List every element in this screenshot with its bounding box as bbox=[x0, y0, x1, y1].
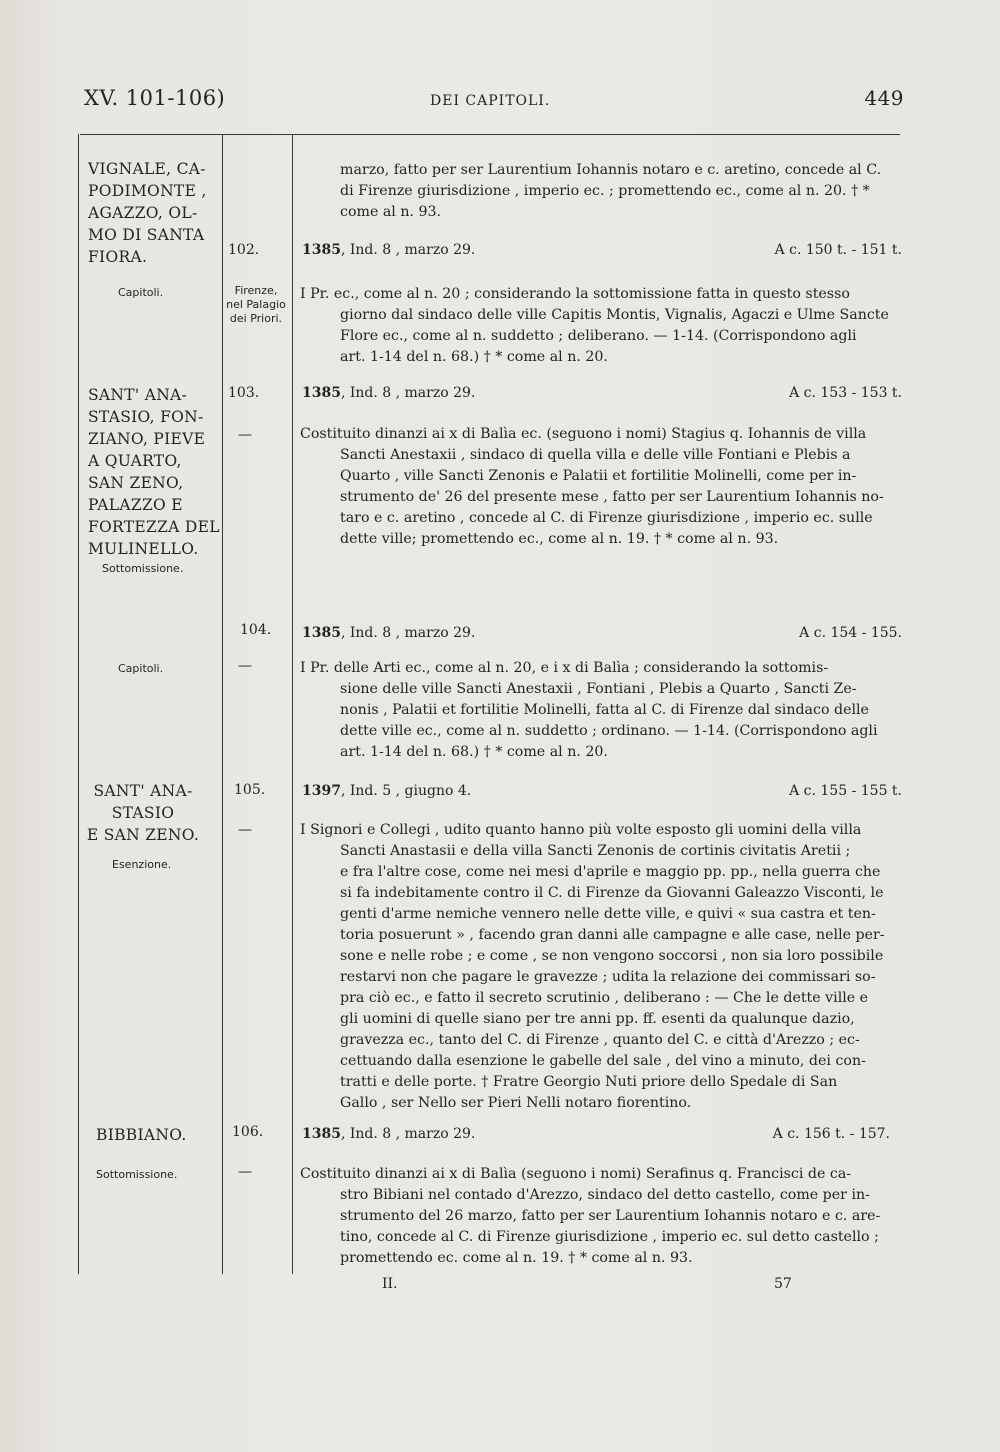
text-line: di Firenze giurisdizione , imperio ec. ; promettendo ec., come al n. 20. † * bbox=[340, 183, 870, 199]
entry-dash: — bbox=[238, 658, 252, 674]
text-line: strumento del 26 marzo, fatto per ser Laurentium Iohannis notaro e c. are- bbox=[340, 1208, 881, 1224]
entry-dash: — bbox=[238, 1164, 252, 1180]
text-line: Sancti Anastasii e della villa Sancti Zenonis de cortinis civitatis Aretii ; bbox=[340, 843, 851, 859]
locality-name: SANT' ANA- STASIO, FON- ZIANO, PIEVE A QUARTO, SAN ZENO, PALAZZO E FORTEZZA DEL MULINELLO. bbox=[88, 386, 220, 558]
entry-body bbox=[300, 1164, 904, 1269]
volume-signature: II. bbox=[382, 1276, 398, 1292]
archive-reference: A c. 155 - 155 t. bbox=[789, 783, 902, 799]
text-line: sione delle ville Sancti Anestaxii , Fontiani , Plebis a Quarto , Sancti Ze- bbox=[340, 681, 857, 697]
text-line: gravezza ec., tanto del C. di Firenze , quanto del C. e città d'Arezzo ; ec- bbox=[340, 1032, 860, 1048]
locality-name: VIGNALE, CA- PODIMONTE , AGAZZO, OL- MO DI SANTA FIORA. bbox=[88, 160, 207, 266]
entry-year: 1385 bbox=[302, 385, 341, 401]
text-line: marzo, fatto per ser Laurentium Iohannis notaro e c. aretino, concede al C. bbox=[340, 162, 882, 178]
entry-year: 1385 bbox=[302, 1126, 341, 1142]
entry-date: , Ind. 8 , marzo 29. bbox=[340, 1126, 476, 1142]
entry-heading bbox=[302, 783, 902, 799]
locality-name: SANT' ANA- STASIO E SAN ZENO. bbox=[86, 782, 200, 844]
archive-reference: A c. 150 t. - 151 t. bbox=[774, 242, 902, 258]
text-line: giorno dal sindaco delle ville Capitis Montis, Vignalis, Agaczi e Ulme Sancte bbox=[340, 307, 889, 323]
entry-date: , Ind. 5 , giugno 4. bbox=[340, 783, 472, 799]
text-line: restarvi non che pagare le gravezze ; udita la relazione dei commissari so- bbox=[340, 969, 876, 985]
entry-year: 1385 bbox=[302, 625, 341, 641]
text-line: cettuando dalla esenzione le gabelle del sale , del vino a minuto, dei con- bbox=[340, 1053, 866, 1069]
text-line: stro Bibiani nel contado d'Arezzo, sindaco del detto castello, come per in- bbox=[340, 1187, 870, 1203]
entry-year: 1397 bbox=[302, 783, 341, 799]
text-line: Costituito dinanzi ai x di Balìa (seguono i nomi) Serafinus q. Francisci de ca- bbox=[300, 1166, 852, 1182]
entry-body bbox=[300, 658, 904, 763]
entry-dash: — bbox=[238, 427, 252, 443]
entry-number: 103. bbox=[228, 385, 260, 401]
text-line: Quarto , ville Sancti Zenonis e Palatii et fortilitie Molinelli, come per in- bbox=[340, 468, 857, 484]
header-rule bbox=[80, 134, 900, 135]
text-line: taro e c. aretino , concede al C. di Firenze giurisdizione , imperio ec. sulle bbox=[340, 510, 873, 526]
entry-date: , Ind. 8 , marzo 29. bbox=[340, 242, 476, 258]
text-line: come al n. 93. bbox=[340, 204, 442, 220]
entry-heading bbox=[302, 385, 902, 401]
column-rule-left bbox=[78, 134, 79, 1274]
page-number: 449 bbox=[864, 86, 904, 110]
entry-dash: — bbox=[238, 822, 252, 838]
document-type-label: Esenzione. bbox=[112, 858, 172, 871]
entry-body bbox=[300, 424, 904, 550]
text-line: gli uomini di quelle siano per tre anni pp. ff. esenti da qualunque dazio, bbox=[340, 1011, 855, 1027]
text-line: I Pr. ec., come al n. 20 ; considerando la sottomissione fatta in questo stesso bbox=[300, 286, 850, 302]
entry-date: , Ind. 8 , marzo 29. bbox=[340, 625, 476, 641]
text-line: art. 1-14 del n. 68.) † * come al n. 20. bbox=[340, 349, 608, 365]
text-line: si fa indebitamente contro il C. di Firenze da Giovanni Galeazzo Visconti, le bbox=[340, 885, 884, 901]
text-line: e fra l'altre cose, come nei mesi d'aprile e maggio pp. pp., nella guerra che bbox=[340, 864, 881, 880]
text-line: dette ville; promettendo ec., come al n. 19. † * come al n. 93. bbox=[340, 531, 779, 547]
text-line: pra ciò ec., e fatto il secreto scrutinio , deliberano : — Che le dette ville e bbox=[340, 990, 869, 1006]
entry-number: 104. bbox=[240, 622, 272, 638]
text-line: tratti e delle porte. † Fratre Georgio Nuti priore dello Spedale di San bbox=[340, 1074, 838, 1090]
running-head-left: XV. 101-106) bbox=[84, 86, 226, 110]
text-line: sone e nelle robe ; e come , se non vengono soccorsi , non sia loro possibile bbox=[340, 948, 884, 964]
text-line: toria posuerunt » , facendo gran danni alle campagne e alle case, nelle per- bbox=[340, 927, 885, 943]
entry-preface bbox=[300, 160, 904, 223]
entry-body bbox=[300, 820, 904, 1114]
document-type-label: Capitoli. bbox=[118, 286, 164, 299]
entry-heading bbox=[302, 1126, 902, 1142]
archive-reference: A c. 154 - 155. bbox=[799, 625, 902, 641]
entry-year: 1385 bbox=[302, 242, 341, 258]
archive-reference: A c. 153 - 153 t. bbox=[789, 385, 902, 401]
text-line: Flore ec., come al n. suddetto ; deliberano. — 1-14. (Corrispondono agli bbox=[340, 328, 857, 344]
entry-heading bbox=[302, 242, 902, 258]
place-label: Firenze, nel Palagio dei Priori. bbox=[226, 284, 286, 325]
text-line: Costituito dinanzi ai x di Balìa ec. (seguono i nomi) Stagius q. Iohannis de villa bbox=[300, 426, 867, 442]
text-line: tino, concede al C. di Firenze giurisdizione , imperio ec. sul detto castello ; bbox=[340, 1229, 879, 1245]
text-line: I Signori e Collegi , udito quanto hanno più volte esposto gli uomini della villa bbox=[300, 822, 862, 838]
archive-reference: A c. 156 t. - 157. bbox=[772, 1126, 890, 1142]
document-type-label: Sottomissione. bbox=[96, 1168, 178, 1181]
running-head-title: DEI CAPITOLI. bbox=[430, 93, 551, 109]
entry-number: 105. bbox=[234, 782, 266, 798]
entry-number: 102. bbox=[228, 242, 260, 258]
text-line: art. 1-14 del n. 68.) † * come al n. 20. bbox=[340, 744, 608, 760]
text-line: dette ville ec., come al n. suddetto ; ordinano. — 1-14. (Corrispondono agli bbox=[340, 723, 878, 739]
entry-number: 106. bbox=[232, 1124, 264, 1140]
entry-heading bbox=[302, 625, 902, 641]
text-line: nonis , Palatii et fortilitie Molinelli, fatta al C. di Firenze dal sindaco delle bbox=[340, 702, 869, 718]
locality-name: BIBBIANO. bbox=[96, 1126, 187, 1144]
document-type-label: Capitoli. bbox=[118, 662, 164, 675]
text-line: I Pr. delle Arti ec., come al n. 20, e i x di Balìa ; considerando la sottomis- bbox=[300, 660, 829, 676]
text-line: Sancti Anestaxii , sindaco di quella villa e delle ville Fontiani e Plebis a bbox=[340, 447, 851, 463]
text-line: Gallo , ser Nello ser Pieri Nelli notaro fiorentino. bbox=[340, 1095, 692, 1111]
text-line: genti d'arme nemiche vennero nelle dette ville, e quivi « sua castra et ten- bbox=[340, 906, 876, 922]
entry-body bbox=[300, 284, 904, 368]
entry-date: , Ind. 8 , marzo 29. bbox=[340, 385, 476, 401]
document-type-label: Sottomissione. bbox=[102, 562, 184, 575]
sheet-signature: 57 bbox=[774, 1276, 792, 1292]
text-line: promettendo ec. come al n. 19. † * come al n. 93. bbox=[340, 1250, 693, 1266]
text-line: strumento de' 26 del presente mese , fatto per ser Laurentium Iohannis no- bbox=[340, 489, 884, 505]
